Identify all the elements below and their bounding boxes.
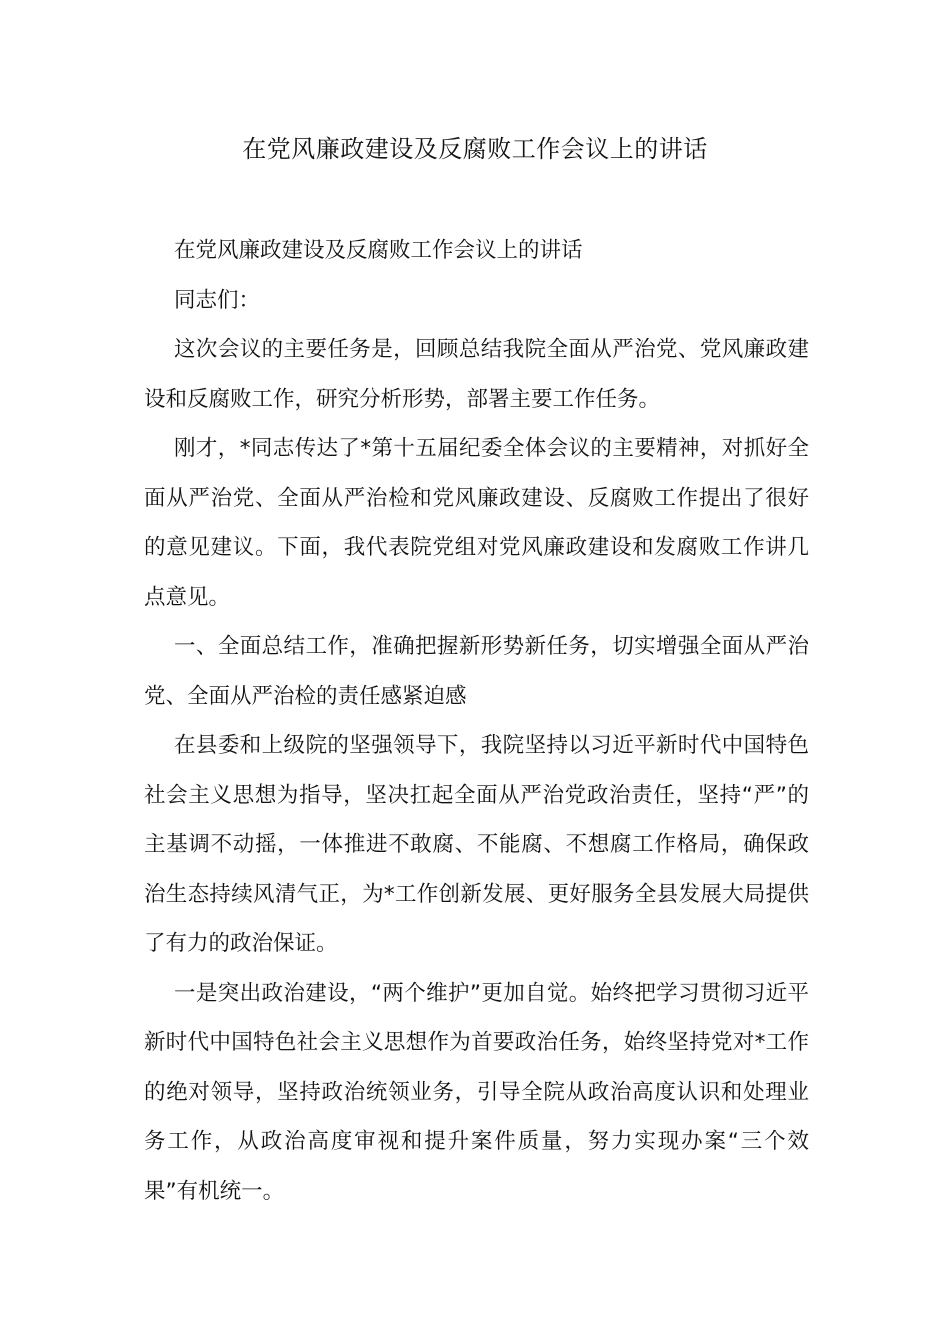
paragraph-salutation: 同志们：: [174, 287, 261, 313]
document-title: 在党风廉政建设及反腐败工作会议上的讲话: [242, 135, 708, 163]
paragraph-section-one-summary: 在县委和上级院的坚强领导下，我院坚持以习近平新时代中国特色社会主义思想为指导，坚决扛起全面从严治党政治责任，坚持“严”的主基调不动摇，一体推进不敢腐、不能腐、不想腐工作格局，确保政治生态持续风清气正，为*工作创新发展、更好服务全县发展大局提供了有力的政治保证。: [144, 733, 809, 956]
paragraph-political-building: 一是突出政治建设，“两个维护”更加自觉。始终把学习贯彻习近平新时代中国特色社会主义思想作为首要政治任务，始终坚持党对*工作的绝对领导，坚持政治统领业务，引导全院从政治高度认识和处理业务工作，从政治高度审视和提升案件质量，努力实现办案“三个效果”有机统一。: [144, 980, 809, 1204]
paragraph-intro: 刚才，*同志传达了*第十五届纪委全体会议的主要精神，对抓好全面从严治党、全面从严治检和党风廉政建设、反腐败工作提出了很好的意见建议。下面，我代表院党组对党风廉政建设和发腐败工作讲几点意见。: [144, 436, 809, 610]
paragraph-section-one-heading: 一、全面总结工作，准确把握新形势新任务，切实增强全面从严治党、全面从严治检的责任感紧迫感: [144, 634, 809, 709]
document-body: [144, 226, 809, 1216]
paragraph-heading: 在党风廉政建设及反腐败工作会议上的讲话: [174, 238, 583, 263]
paragraph-meeting-task: 这次会议的主要任务是，回顾总结我院全面从严治党、党风廉政建设和反腐败工作，研究分析形势，部署主要工作任务。: [144, 337, 809, 412]
